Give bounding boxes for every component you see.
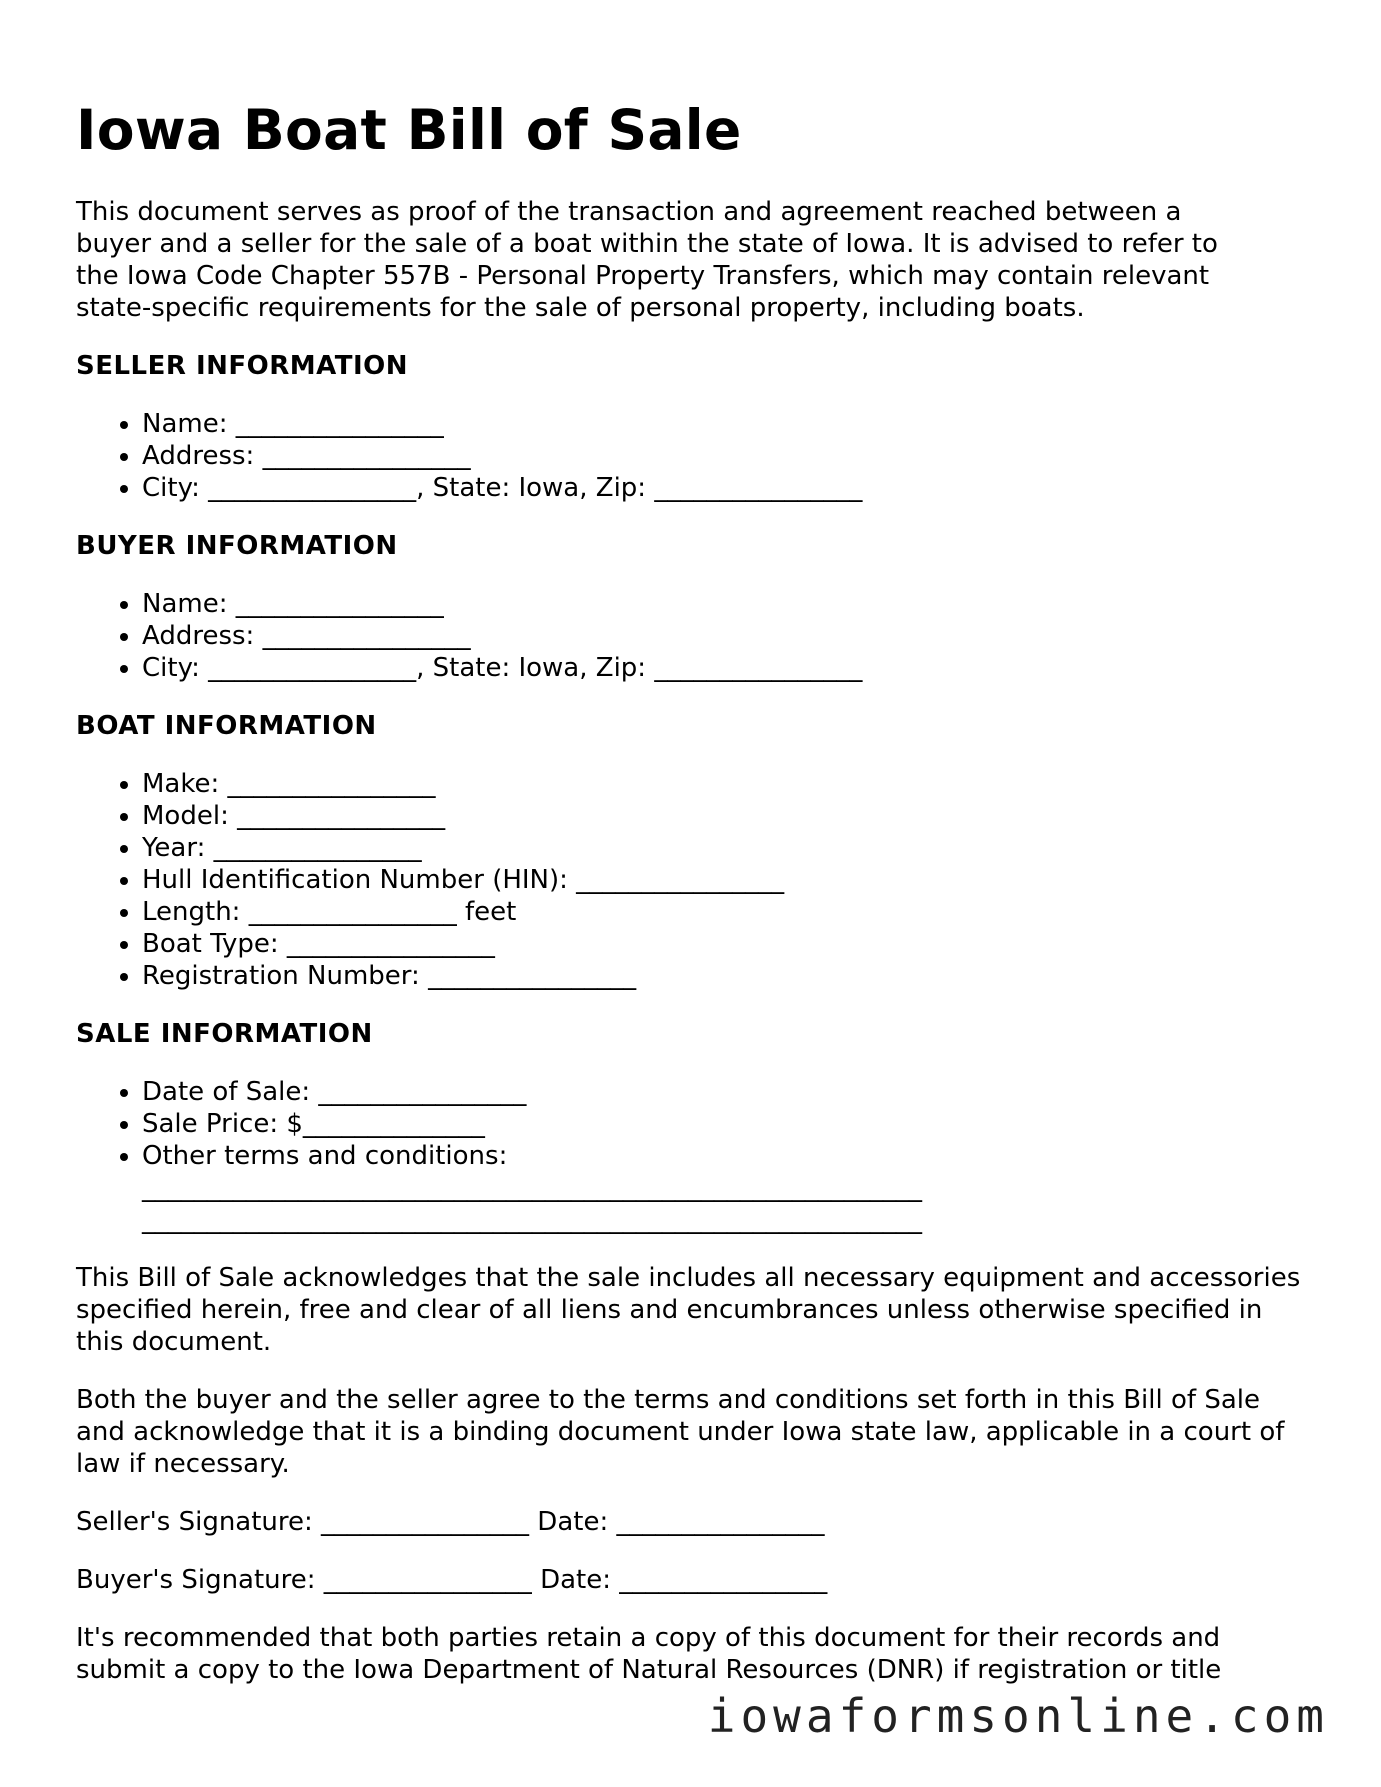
boat-registration-field[interactable]: • Registration Number: ________________ <box>142 960 1316 992</box>
seller-name-field[interactable]: • Name: ________________ <box>142 408 1316 440</box>
boat-heading: BOAT INFORMATION <box>76 711 377 741</box>
document-title: Iowa Boat Bill of Sale <box>76 98 742 162</box>
sale-list <box>76 1076 1316 1236</box>
seller-list <box>76 408 1316 504</box>
sale-other-terms[interactable] <box>142 1140 1316 1236</box>
sale-date-field[interactable]: • Date of Sale: ________________ <box>142 1076 1316 1108</box>
boat-hin-field[interactable]: • Hull Identification Number (HIN): ________________ <box>142 864 1316 896</box>
buyer-city-field[interactable]: • City: ________________, State: Iowa, Zip: ________________ <box>142 652 1316 684</box>
buyer-name-field[interactable]: • Name: ________________ <box>142 588 1316 620</box>
other-terms-line-2[interactable]: ____________________________________________________________ <box>142 1205 922 1235</box>
buyer-address-field[interactable]: • Address: ________________ <box>142 620 1316 652</box>
recommendation-paragraph: It's recommended that both parties retain a copy of this document for their records and submit a copy to the Iowa Department of Natural Resources (DNR) if registration or title <box>76 1623 1222 1685</box>
boat-list <box>76 768 1316 992</box>
sale-price-field[interactable]: • Sale Price: $______________ <box>142 1108 1316 1140</box>
buyer-list <box>76 588 1316 684</box>
seller-signature-line[interactable]: Seller's Signature: ________________ Date: ________________ <box>76 1507 825 1537</box>
other-terms-line-1[interactable]: ____________________________________________________________ <box>142 1173 922 1203</box>
document-page <box>76 90 1316 1686</box>
boat-year-field[interactable]: • Year: ________________ <box>142 832 1316 864</box>
agreement-paragraph: Both the buyer and the seller agree to the terms and conditions set forth in this Bill of Sale and acknowledge that it is a binding document under Iowa state law, applicable in a court of law if necessary. <box>76 1385 1285 1479</box>
seller-city-field[interactable]: • City: ________________, State: Iowa, Zip: ________________ <box>142 472 1316 504</box>
boat-make-field[interactable]: • Make: ________________ <box>142 768 1316 800</box>
buyer-heading: BUYER INFORMATION <box>76 531 398 561</box>
seller-heading: SELLER INFORMATION <box>76 351 409 381</box>
intro-paragraph: This document serves as proof of the transaction and agreement reached between a buyer and a seller for the sale of a boat within the state of Iowa. It is advised to refer to the Iowa Code Chapter 557B - Personal Property Transfers, which may contain relevant state-specific requirements for the sale of personal property, including boats. <box>76 197 1218 323</box>
seller-address-field[interactable]: • Address: ________________ <box>142 440 1316 472</box>
acknowledgement-paragraph: This Bill of Sale acknowledges that the sale includes all necessary equipment and accessories specified herein, free and clear of all liens and encumbrances unless otherwise specified in this document. <box>76 1263 1301 1357</box>
boat-type-field[interactable]: • Boat Type: ________________ <box>142 928 1316 960</box>
other-terms-label: Other terms and conditions: <box>142 1141 508 1171</box>
sale-heading: SALE INFORMATION <box>76 1019 373 1049</box>
boat-model-field[interactable]: • Model: ________________ <box>142 800 1316 832</box>
buyer-signature-line[interactable]: Buyer's Signature: ________________ Date: ________________ <box>76 1565 828 1595</box>
site-watermark: iowaformsonline.com <box>707 1689 1329 1743</box>
boat-length-field[interactable]: • Length: ________________ feet <box>142 896 1316 928</box>
